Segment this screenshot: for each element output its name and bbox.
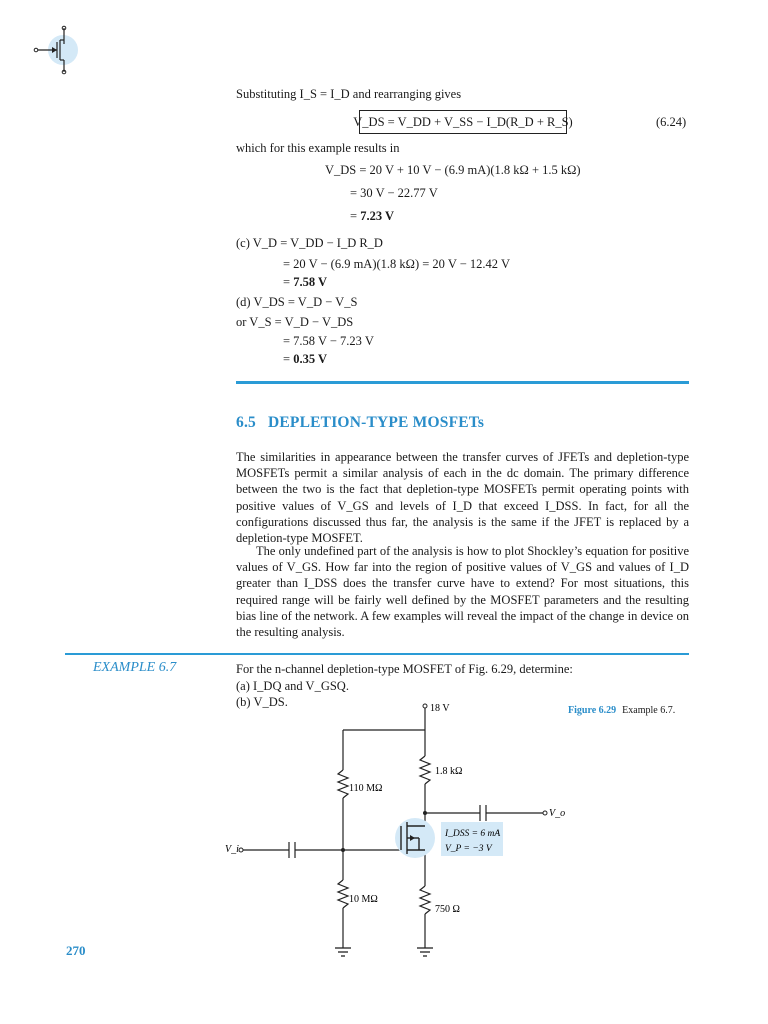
section-divider xyxy=(236,381,689,384)
part-c-result: 7.58 V xyxy=(293,275,327,289)
r1-resistor xyxy=(338,770,348,798)
part-d-line-3: = 7.58 V − 7.23 V xyxy=(283,334,374,348)
calc-line-3 xyxy=(350,209,394,224)
vo-label: V_o xyxy=(549,808,566,819)
mosfet-logo-icon xyxy=(30,24,80,76)
rd-label: 1.8 kΩ xyxy=(435,766,463,777)
boxed-equation xyxy=(353,110,573,134)
calc-result: 7.23 V xyxy=(360,209,394,223)
calc-line-1: V_DS = 20 V + 10 V − (6.9 mA)(1.8 kΩ + 1.5 kΩ) xyxy=(325,163,581,177)
r2-resistor xyxy=(338,880,348,908)
part-d-line-2: or V_S = V_D − V_DS xyxy=(236,315,354,329)
r1-label: 110 MΩ xyxy=(349,783,383,794)
part-c-line-1: (c) V_D = V_DD − I_D R_D xyxy=(236,236,383,250)
part-c-prefix: = xyxy=(283,275,294,289)
part-d-prefix: = xyxy=(283,352,294,366)
part-c-line-2: = 20 V − (6.9 mA)(1.8 kΩ) = 20 V − 12.42 V xyxy=(283,257,510,271)
vdd-label: 18 V xyxy=(430,703,450,714)
calc-line-3-prefix: = xyxy=(350,209,361,223)
example-part-a: (a) I_DQ and V_GSQ. xyxy=(236,679,349,693)
idss-label: I_DSS = 6 mA xyxy=(445,829,501,839)
part-d-result: 0.35 V xyxy=(293,352,327,366)
part-d-line-4 xyxy=(283,352,327,367)
boxed-equation-text: V_DS = V_DD + V_SS − I_D(R_D + R_S) xyxy=(353,114,573,129)
paragraph-2: The only undefined part of the analysis is how to plot Shockley’s equation for positive values of V_GS. How far into the region of positive values of V_GS and values of I_D greater than I_DSS does the transfer curve have to extend? For most situations, this required range will be fairly well defined by the MOSFET parameters and the resulting bias line of the network. A few examples will reveal the impact of the change in device on the resulting analysis. xyxy=(236,544,689,640)
example-text: For the n-channel depletion-type MOSFET of Fig. 6.29, determine: xyxy=(236,662,573,676)
calc-line-2: = 30 V − 22.77 V xyxy=(350,186,438,200)
r2-label: 10 MΩ xyxy=(349,894,378,905)
page-number: 270 xyxy=(66,943,86,958)
circuit-diagram xyxy=(225,700,585,970)
rs-label: 750 Ω xyxy=(435,904,460,915)
example-divider xyxy=(65,653,689,655)
equation-number: (6.24) xyxy=(656,115,687,129)
intro-text: Substituting I_S = I_D and rearranging gives xyxy=(236,87,462,101)
section-number: 6.5 xyxy=(236,414,256,431)
example-part-b: (b) V_DS. xyxy=(236,695,288,709)
section-heading xyxy=(236,414,484,432)
part-d-line-1: (d) V_DS = V_D − V_S xyxy=(236,295,358,309)
rd-resistor xyxy=(420,756,430,784)
which-text: which for this example results in xyxy=(236,141,400,155)
part-c-line-3 xyxy=(283,275,327,290)
rs-resistor xyxy=(420,886,430,914)
example-label: EXAMPLE 6.7 xyxy=(93,660,177,675)
figure-caption-text: Example 6.7. xyxy=(622,705,676,716)
section-title: DEPLETION-TYPE MOSFETs xyxy=(267,414,485,431)
figure-label: Figure 6.29 xyxy=(568,705,617,716)
paragraph-1: The similarities in appearance between the transfer curves of JFETs and depletion-type MOSFETs permit a similar analysis of each in the dc domain. The primary difference between the two is the fact that depletion-type MOSFETs permit operating points with positive values of V_GS and levels of I_D that exceed I_DSS. In fact, for all the configurations discussed thus far, the analysis is the same if the JFET is replaced by a depletion-type MOSFET. xyxy=(236,450,689,546)
vi-label: V_i xyxy=(225,844,239,855)
vp-label: V_P = −3 V xyxy=(445,844,492,854)
